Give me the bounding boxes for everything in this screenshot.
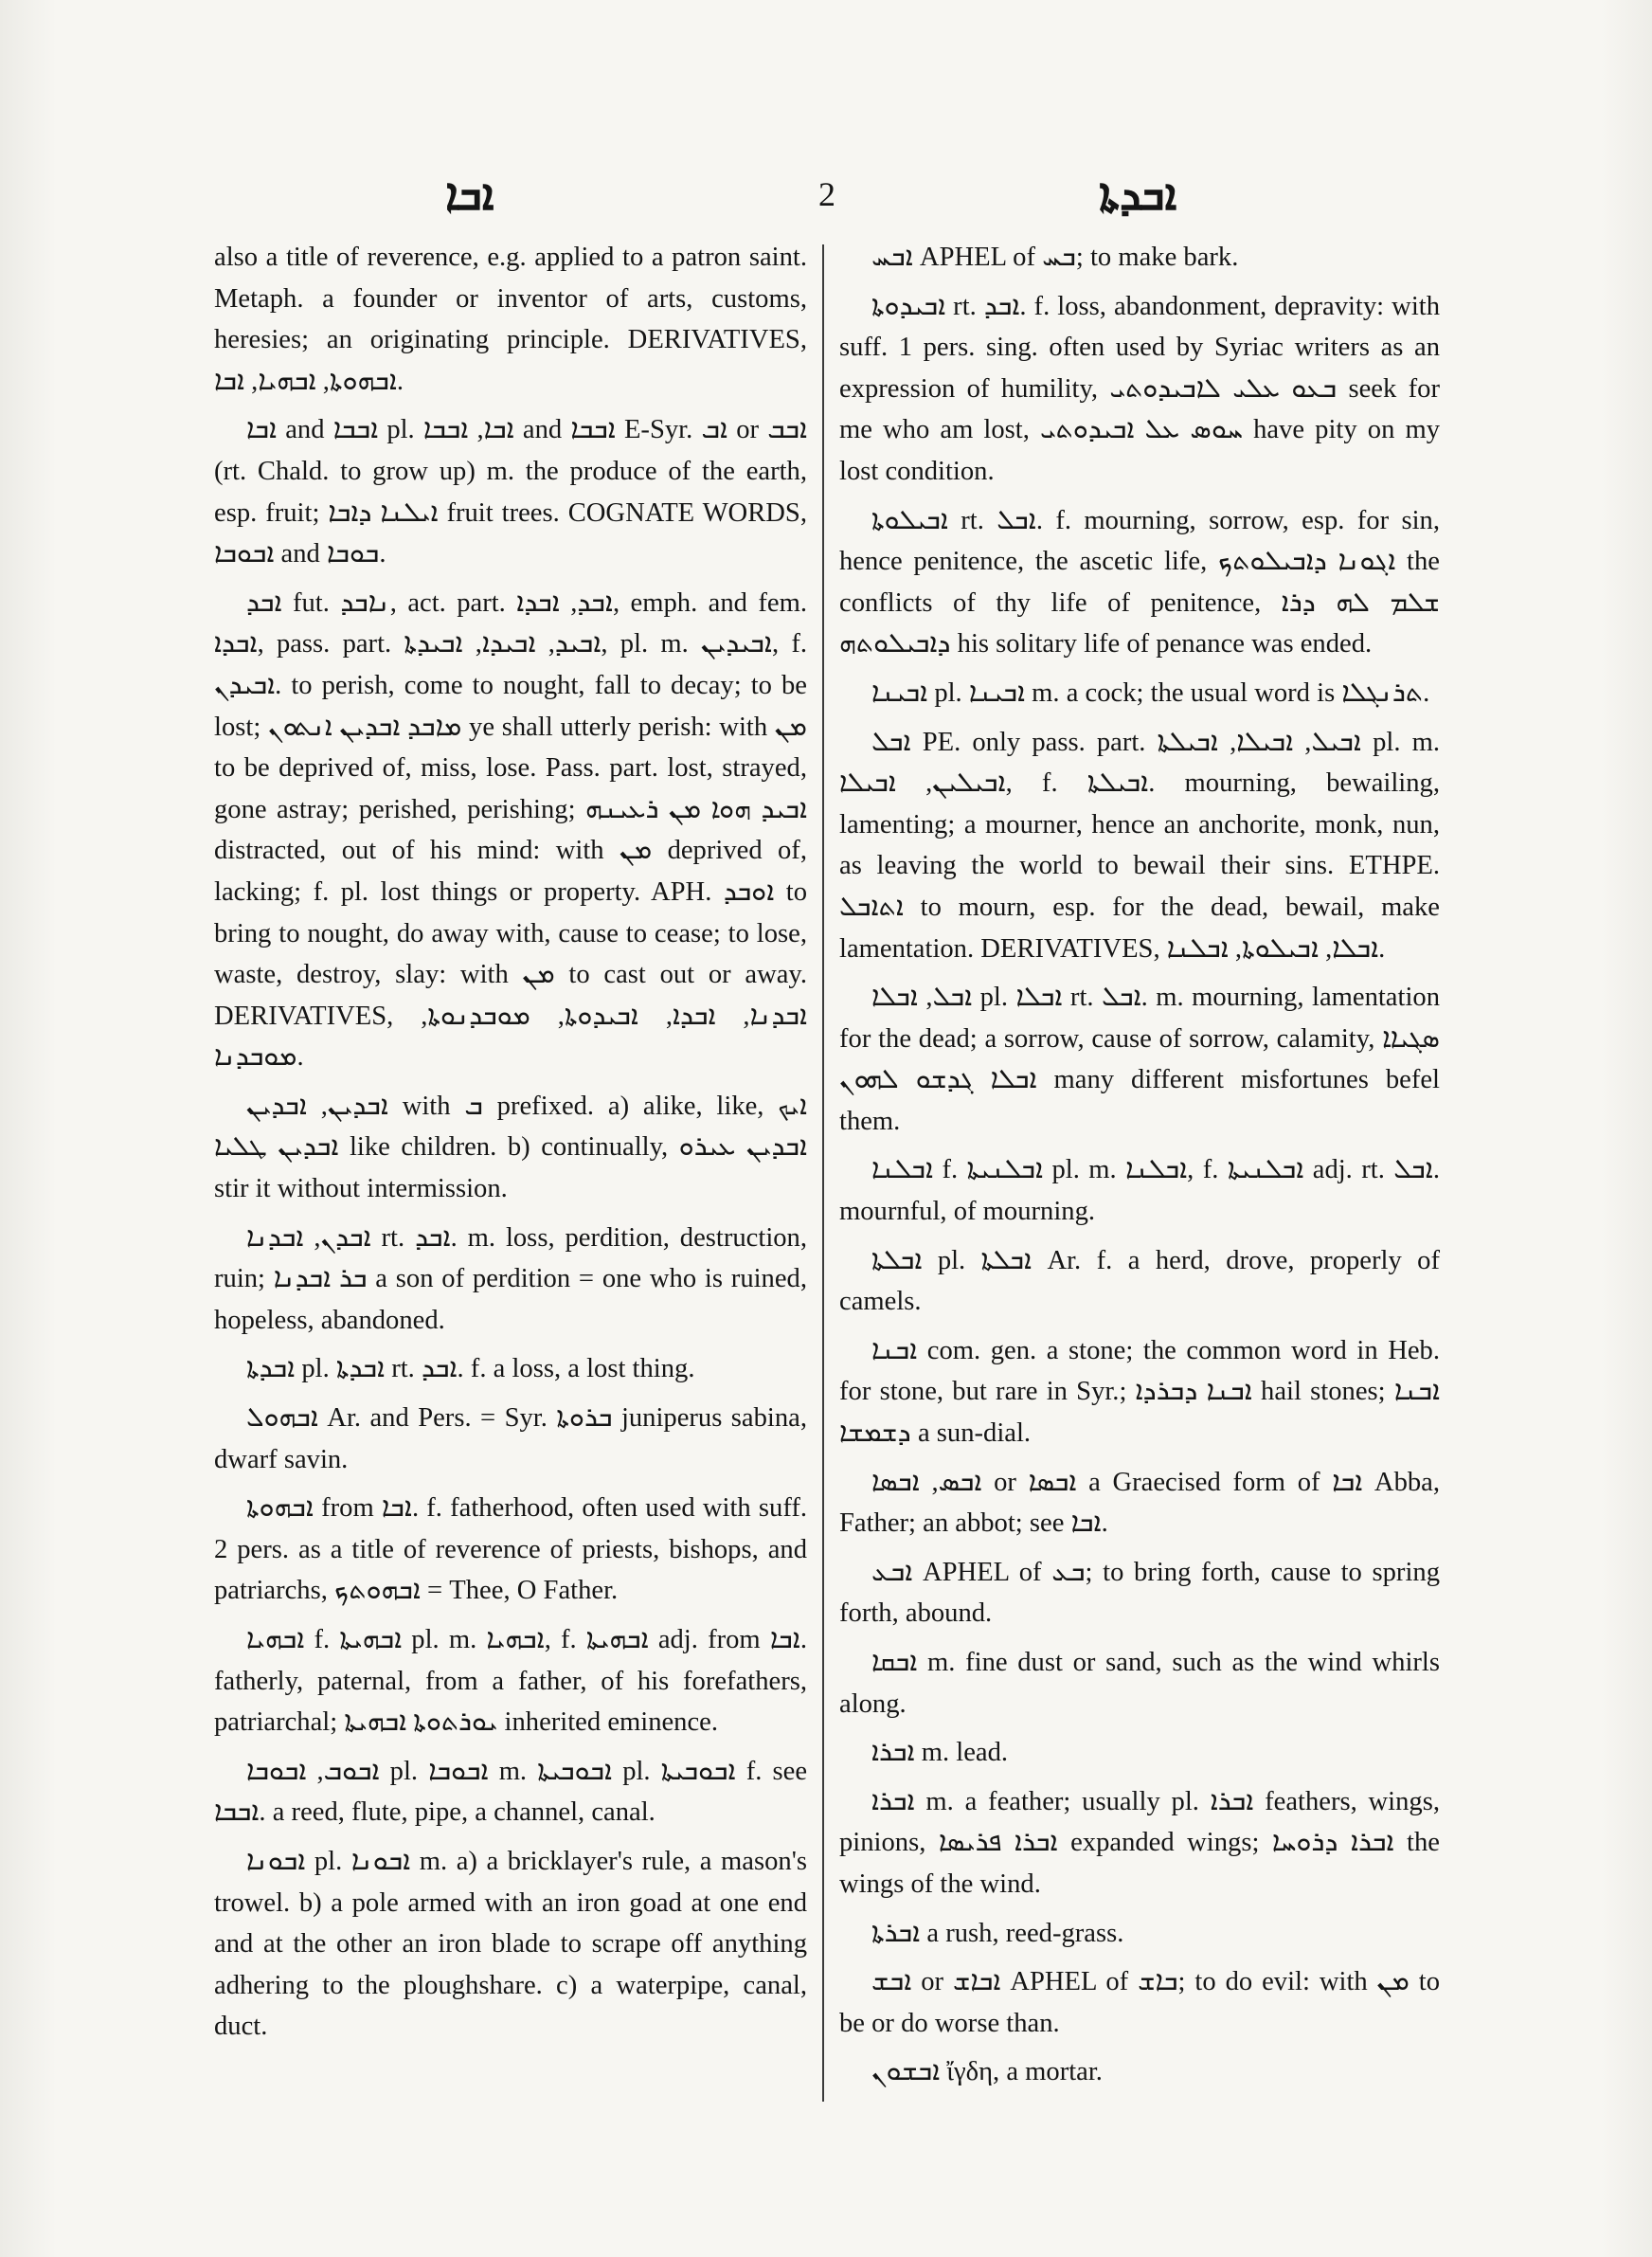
dictionary-entry: ܐܒܝܢܐ pl. ܐܒܝܢܐ m. a cock; the usual word is ܬܪܢܓܠܐ. (871, 677, 1430, 708)
page-number: 2 (818, 175, 835, 213)
left-column (214, 237, 807, 2055)
running-head-left: ܐܒܐ (445, 169, 494, 220)
dictionary-entry: ܐܒܠ PE. only pass. part. ܐܒܝܠ, ܐܒܝܠܐ, ܐܒܝܠܬܐ pl. m. ܐܒܝܠܝܢ, ܐܒܝܠܐ, f. ܐܒܝܠܬܐ. mourning, bewailing, lamenting; a mourner, hence an anchorite, monk, nun, as leaving the world to bewail their sins. ETHPE. ܐܬܐܒܠ to mourn, esp. for the dead, bewail, make lamentation. DERIVATIVES, ܐܒܠܐ, ܐܒܝܠܘܬܐ, ܐܒܠܢܐ. (839, 727, 1440, 964)
dictionary-entry: ܐܒܗܘܠ Ar. and Pers. = Syr. ܒܪܘܬܐ juniperus sabina, dwarf savin. (214, 1403, 807, 1474)
dictionary-entry: ܐܒܫ or ܐܒܐܫ APHEL of ܒܐܫ; to do evil: with ܡܢ to be or do worse than. (839, 1967, 1441, 2038)
dictionary-entry: ܐܒܝܕܘܬܐ rt. ܐܒܕ. f. loss, abandonment, depravity: with suff. 1 pers. sing. often used by Syriac writers as an expression of humility, ܒܥܘ ܥܠܝ ܠܐܒܝܕܘܬܝ seek for me who am lost, ܚܘܣ ܥܠ ܐܒܝܕܘܬܝ have pity on my lost condition. (839, 291, 1441, 486)
dictionary-entry: ܐܒܗܝܐ f. ܐܒܗܝܬܐ pl. m. ܐܒܗܝܐ, f. ܐܒܗܝܬܐ adj. from ܐܒܐ. fatherly, paternal, from a father, of his forefathers, patriarchal; ܝܘܪܬܘܬܐ ܐܒܗܝܬܐ inherited eminence. (214, 1625, 807, 1738)
column-divider (822, 244, 824, 2102)
dictionary-entry: ܐܒܕܬܐ pl. ܐܒܕܬܐ rt. ܐܒܕ. f. a loss, a lost thing. (246, 1354, 695, 1384)
dictionary-entry: ܐܒܥ APHEL of ܒܥ; to bring forth, cause to spring forth, abound. (839, 1557, 1440, 1629)
page-header (0, 169, 1652, 226)
dictionary-entry: ܐܒܝܠܘܬܐ rt. ܐܒܠ. f. mourning, sorrow, esp. for sin, hence penitence, the ascetic life, ܐܓܘܢܐ ܕܐܒܝܠܘܬܟ the conflicts of thy life of penitence, ܫܠܡ ܠܗ ܕܪܐ ܕܐܒܝܠܘܬܗ his solitary life of penance was ended. (839, 505, 1440, 659)
dictionary-entry: ܐܒܕܝܢ, ܐܒܕܝܢ with ܒ prefixed. a) alike, like, ܐܝܟ ܐܒܕܝܢ ܛܠܝܐ like children. b) continually, ܐܒܕܝܢ ܥܝܪܘ stir it without intermission. (214, 1091, 807, 1204)
dictionary-entry: ܐܒܠ, ܐܒܠܐ pl. ܐܒܠܐ rt. ܐܒܠ. m. mourning, lamentation for the dead; a sorrow, cause of sorrow, calamity, ܣܓܝܐܐ ܐܒܠܐ ܓܕܫܘ ܠܗܘܢ many different misfortunes befel them. (839, 983, 1440, 1136)
dictionary-entry: ܐܒܪܐ m. lead. (871, 1738, 1009, 1768)
dictionary-entry: ܐܒܠܢܐ f. ܐܒܠܢܝܬܐ pl. m. ܐܒܠܢܐ, f. ܐܒܠܢܝܬܐ adj. rt. ܐܒܠ. mournful, of mourning. (839, 1155, 1440, 1227)
right-column (839, 237, 1440, 2101)
dictionary-entry: ܐܒܠܬܐ pl. ܐܒܠܬܐ Ar. f. a herd, drove, properly of camels. (839, 1245, 1440, 1317)
dictionary-entry: ܐܒܪܬܐ a rush, reed-grass. (871, 1918, 1124, 1948)
dictionary-entry: ܐܒܩܐ m. fine dust or sand, such as the wind whirls along. (839, 1648, 1440, 1719)
dictionary-entry: ܐܒܫܘܢ ἴγδη, a mortar. (871, 2057, 1103, 2087)
dictionary-entry: ܐܒܕܢ, ܐܒܕܢܐ rt. ܐܒܕ. m. loss, perdition, destruction, ruin; ܒܪ ܐܒܕܢܐ a son of perdition = one who is ruined, hopeless, abandoned. (214, 1222, 807, 1335)
dictionary-entry: ܐܒܗܘܬܐ from ܐܒܐ. f. fatherhood, often used with suff. 2 pers. as a title of reverence of priests, bishops, and patriarchs, ܐܒܗܘܬܟ = Thee, O Father. (214, 1493, 807, 1606)
dictionary-entry: ܐܒܢܐ com. gen. a stone; the common word in Heb. for stone, but rare in Syr.; ܐܒܢܐ ܕܒܪܕܐ hail stones; ܐܒܢܐ ܕܫܡܫܐ a sun-dial. (839, 1335, 1440, 1449)
running-head-right: ܐܒܕܬܐ (1099, 169, 1177, 220)
dictionary-entry: also a title of reverence, e.g. applied to a patron saint. Metaph. a founder or inventor of arts, customs, heresies; an originating principle. DERIVATIVES, ܐܒܗܘܬܐ, ܐܒܗܝܐ, ܐܒܐ. (214, 243, 807, 396)
dictionary-entry: ܐܒܣ, ܐܒܣܐ or ܐܒܣܐ a Graecised form of ܐܒܐ Abba, Father; an abbot; see ܐܒܐ. (839, 1467, 1441, 1539)
dictionary-entry: ܐܒܕ fut. ܢܐܒܕ, act. part. ܐܒܕ, ܐܒܕܐ, emph. and fem. ܐܒܕܐ, pass. part. ܐܒܝܕ, ܐܒܝܕܐ, ܐܒܝܕܬܐ, pl. m. ܐܒܝܕܝܢ, f. ܐܒܝܕܢ. to perish, come to nought, fall to decay; to be lost; ܡܐܒܕ ܐܒܕܝܢ ܐܢܬܘܢ ye shall utterly perish: with ܡܢ to be deprived of, miss, lose. Pass. part. lost, strayed, gone astray; perished, perishing; ܐܒܝܕ ܗܘܐ ܡܢ ܪܥܝܢܗ distracted, out of his mind: with ܡܢ deprived of, lacking; f. pl. lost things or property. APH. ܐܘܒܕ to bring to nought, do away with, cause to cease; to lose, waste, destroy, slay: with ܡܢ to cast out or away. DERIVATIVES, ܐܒܕܢܐ, ܐܒܕܐ, ܐܒܝܕܘܬܐ, ܡܘܒܕܢܘܬܐ, ܡܘܒܕܢܐ. (214, 587, 808, 1073)
dictionary-entry: ܐܒܚ APHEL of ܒܚ; to make bark. (871, 243, 1239, 272)
dictionary-entry: ܐܒܘܒ, ܐܒܘܒܐ pl. ܐܒܘܒܐ m. ܐܒܘܒܝܬܐ pl. ܐܒܘܒܝܬܐ f. see ܐܒܒܐ. a reed, flute, pipe, a channel, canal. (214, 1756, 808, 1828)
dictionary-entry: ܐܒܘܢܐ pl. ܐܒܘܢܐ m. a) a bricklayer's rule, a mason's trowel. b) a pole armed with an iron goad at one end and at the other an iron blade to scrape off anything adhering to the ploughshare. c) a waterpipe, canal, duct. (214, 1846, 807, 2042)
dictionary-entry: ܐܒܪܐ m. a feather; usually pl. ܐܒܪܐ feathers, wings, pinions, ܐܒܪܐ ܦܪܝܣܐ expanded wings; ܐܒܪܐ ܕܪܘܚܐ the wings of the wind. (839, 1786, 1440, 1899)
dictionary-entry: ܐܒܐ and ܐܒܒܐ pl. ܐܒܐ, ܐܒܒܐ and ܐܒܒܐ E-Syr. ܐܒ or ܐܒܒ (rt. Chald. to grow up) m. the produce of the earth, esp. fruit; ܐܝܠܢܐ ܕܐܒܐ fruit trees. COGNATE WORDS, ܐܒܘܒܐ and ܒܘܒܐ. (214, 415, 808, 569)
